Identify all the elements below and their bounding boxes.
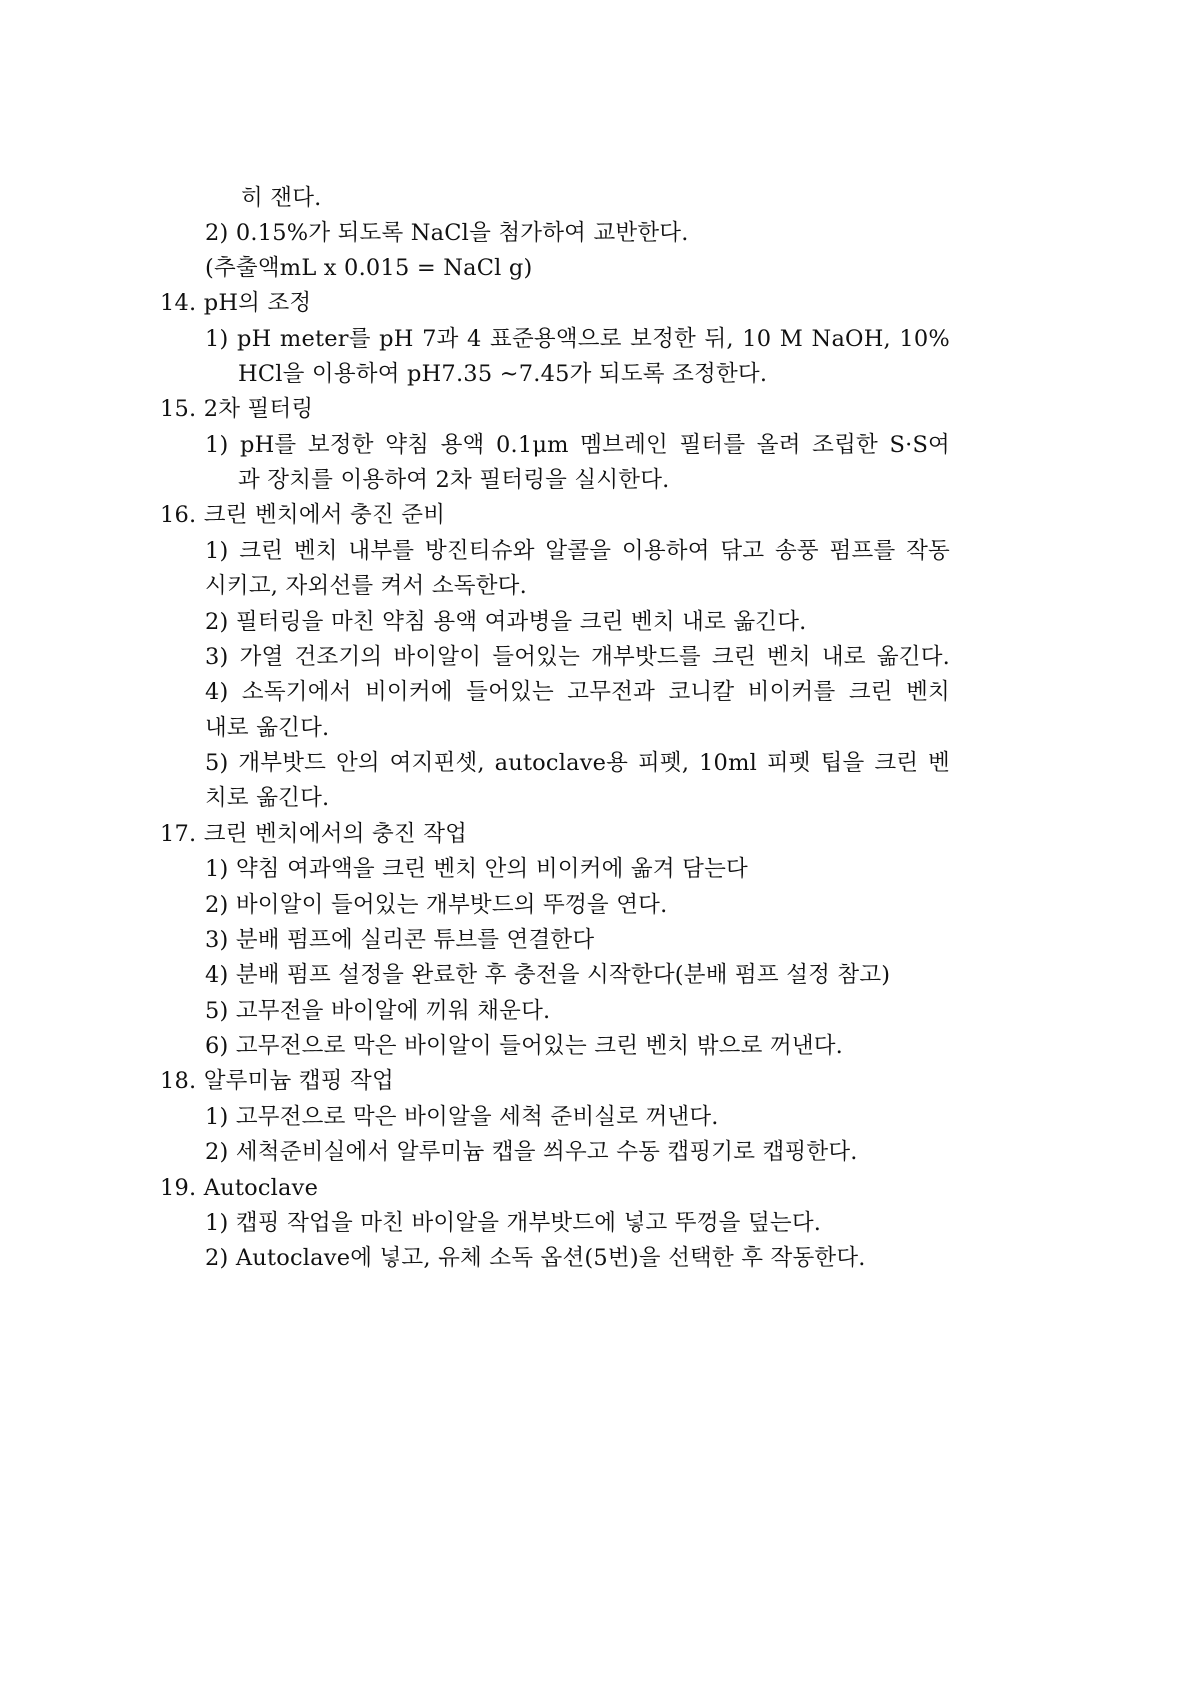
text-line: 1) 약침 여과액을 크린 벤치 안의 비이커에 옮겨 담는다 xyxy=(205,856,748,882)
text-line: 시키고, 자외선를 켜서 소독한다. xyxy=(205,573,527,599)
text-line: 내로 옮긴다. xyxy=(205,715,330,741)
text-line: 5) 개부밧드 안의 여지핀셋, autoclave용 피펫, 10ml 피펫 팁을 크린 벤 xyxy=(205,750,950,776)
section-heading-19: 19. Autoclave xyxy=(160,1175,319,1201)
text-line: 1) 고무전으로 막은 바이알을 세척 준비실로 꺼낸다. xyxy=(205,1104,719,1130)
text-line: 과 장치를 이용하여 2차 필터링을 실시한다. xyxy=(238,467,670,493)
text-line: 2) 바이알이 들어있는 개부밧드의 뚜껑을 연다. xyxy=(205,892,668,918)
text-line: 2) Autoclave에 넣고, 유체 소독 옵션(5번)을 선택한 후 작동한다. xyxy=(205,1245,866,1271)
section-heading-16: 16. 크린 벤치에서 충진 준비 xyxy=(160,502,446,528)
text-line: 2) 0.15%가 되도록 NaCl을 첨가하여 교반한다. xyxy=(205,220,689,246)
text-line: 1) pH meter를 pH 7과 4 표준용액으로 보정한 뒤, 10 M NaOH, 10% xyxy=(205,326,950,352)
text-line: 2) 세척준비실에서 알루미늄 캡을 씌우고 수동 캡핑기로 캡핑한다. xyxy=(205,1139,858,1165)
text-line: 1) 캡핑 작업을 마친 바이알을 개부밧드에 넣고 뚜껑을 덮는다. xyxy=(205,1210,822,1236)
text-line: 5) 고무전을 바이알에 끼워 채운다. xyxy=(205,998,551,1024)
text-line: 3) 가열 건조기의 바이알이 들어있는 개부밧드를 크린 벤치 내로 옮긴다. xyxy=(205,644,950,670)
text-line: 1) 크린 벤치 내부를 방진티슈와 알콜을 이용하여 닦고 송풍 펌프를 작동 xyxy=(205,538,950,564)
text-line: 1) pH를 보정한 약침 용액 0.1μm 멤브레인 필터를 올려 조립한 S·S여 xyxy=(205,432,950,458)
section-heading-14: 14. pH의 조정 xyxy=(160,290,312,316)
text-line: 치로 옮긴다. xyxy=(205,785,330,811)
text-line: 4) 분배 펌프 설정을 완료한 후 충전을 시작한다(분배 펌프 설정 참고) xyxy=(205,962,891,988)
text-line: 2) 필터링을 마친 약침 용액 여과병을 크린 벤치 내로 옮긴다. xyxy=(205,609,807,635)
text-line: (추출액mL x 0.015 = NaCl g) xyxy=(205,255,533,281)
section-heading-15: 15. 2차 필터링 xyxy=(160,396,314,422)
text-line: 4) 소독기에서 비이커에 들어있는 고무전과 코니칼 비이커를 크린 벤치 xyxy=(205,679,950,705)
text-line: HCl을 이용하여 pH7.35 ~7.45가 되도록 조정한다. xyxy=(238,361,768,387)
section-heading-17: 17. 크린 벤치에서의 충진 작업 xyxy=(160,821,468,847)
text-line: 6) 고무전으로 막은 바이알이 들어있는 크린 벤치 밖으로 꺼낸다. xyxy=(205,1033,844,1059)
text-line: 히 잰다. xyxy=(241,185,322,211)
section-heading-18: 18. 알루미늄 캡핑 작업 xyxy=(160,1068,394,1094)
text-line: 3) 분배 펌프에 실리콘 튜브를 연결한다 xyxy=(205,927,595,953)
